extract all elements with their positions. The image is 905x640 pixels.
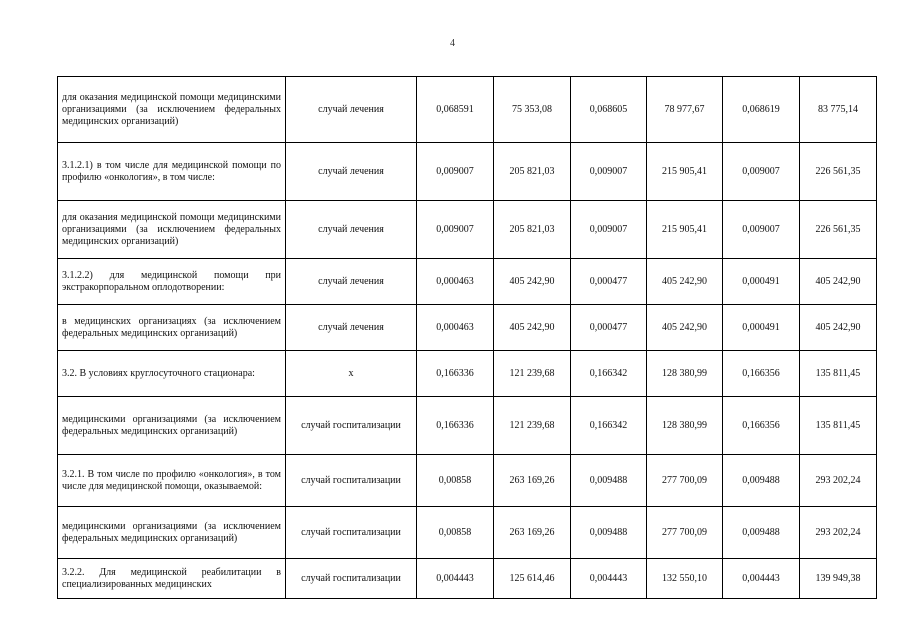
table-row bbox=[58, 455, 877, 507]
cost-2026-cell: 405 242,90 bbox=[647, 305, 723, 351]
unit-cell: случай госпитализации bbox=[286, 507, 417, 559]
volume-2026-cell: 0,009007 bbox=[571, 143, 647, 201]
volume-2027-cell: 0,166356 bbox=[723, 397, 800, 455]
row-name-cell: 3.2.2. Для медицинской реабилитации в специализированных медицинских bbox=[58, 559, 286, 599]
row-name-cell: для оказания медицинской помощи медицинскими организациями (за исключением федеральных медицинских организаций) bbox=[58, 201, 286, 259]
cost-2027-cell: 226 561,35 bbox=[800, 201, 877, 259]
volume-2025-cell: 0,166336 bbox=[417, 351, 494, 397]
cost-2027-cell: 135 811,45 bbox=[800, 397, 877, 455]
unit-cell: случай госпитализации bbox=[286, 559, 417, 599]
volume-2025-cell: 0,00858 bbox=[417, 455, 494, 507]
volume-2027-cell: 0,009488 bbox=[723, 507, 800, 559]
cost-2027-cell: 83 775,14 bbox=[800, 77, 877, 143]
unit-cell: случай лечения bbox=[286, 259, 417, 305]
volume-2026-cell: 0,000477 bbox=[571, 259, 647, 305]
volume-2026-cell: 0,009488 bbox=[571, 507, 647, 559]
cost-2027-cell: 293 202,24 bbox=[800, 507, 877, 559]
cost-2026-cell: 128 380,99 bbox=[647, 397, 723, 455]
volume-2027-cell: 0,068619 bbox=[723, 77, 800, 143]
volume-2025-cell: 0,000463 bbox=[417, 259, 494, 305]
volume-2027-cell: 0,009007 bbox=[723, 201, 800, 259]
row-name-cell: 3.2. В условиях круглосуточного стационара: bbox=[58, 351, 286, 397]
cost-2025-cell: 263 169,26 bbox=[494, 507, 571, 559]
volume-2025-cell: 0,004443 bbox=[417, 559, 494, 599]
row-name-cell: 3.1.2.1) в том числе для медицинской помощи по профилю «онкология», в том числе: bbox=[58, 143, 286, 201]
cost-2027-cell: 139 949,38 bbox=[800, 559, 877, 599]
unit-cell: х bbox=[286, 351, 417, 397]
financing-standards-table bbox=[57, 76, 877, 599]
volume-2026-cell: 0,068605 bbox=[571, 77, 647, 143]
volume-2026-cell: 0,166342 bbox=[571, 351, 647, 397]
volume-2025-cell: 0,166336 bbox=[417, 397, 494, 455]
row-name-cell: 3.2.1. В том числе по профилю «онкология», в том числе для медицинской помощи, оказываемой: bbox=[58, 455, 286, 507]
table-row bbox=[58, 143, 877, 201]
cost-2026-cell: 132 550,10 bbox=[647, 559, 723, 599]
table-row bbox=[58, 201, 877, 259]
cost-2027-cell: 405 242,90 bbox=[800, 305, 877, 351]
row-name-cell: в медицинских организациях (за исключением федеральных медицинских организаций) bbox=[58, 305, 286, 351]
table-row bbox=[58, 507, 877, 559]
volume-2027-cell: 0,000491 bbox=[723, 259, 800, 305]
unit-cell: случай лечения bbox=[286, 77, 417, 143]
cost-2025-cell: 263 169,26 bbox=[494, 455, 571, 507]
volume-2027-cell: 0,009488 bbox=[723, 455, 800, 507]
cost-2026-cell: 277 700,09 bbox=[647, 455, 723, 507]
table-row bbox=[58, 559, 877, 599]
volume-2027-cell: 0,009007 bbox=[723, 143, 800, 201]
table-row bbox=[58, 351, 877, 397]
cost-2026-cell: 277 700,09 bbox=[647, 507, 723, 559]
volume-2025-cell: 0,00858 bbox=[417, 507, 494, 559]
unit-cell: случай госпитализации bbox=[286, 455, 417, 507]
volume-2025-cell: 0,000463 bbox=[417, 305, 494, 351]
cost-2025-cell: 121 239,68 bbox=[494, 351, 571, 397]
volume-2026-cell: 0,009488 bbox=[571, 455, 647, 507]
cost-2025-cell: 405 242,90 bbox=[494, 305, 571, 351]
volume-2025-cell: 0,009007 bbox=[417, 201, 494, 259]
cost-2025-cell: 125 614,46 bbox=[494, 559, 571, 599]
cost-2025-cell: 121 239,68 bbox=[494, 397, 571, 455]
cost-2026-cell: 215 905,41 bbox=[647, 201, 723, 259]
cost-2027-cell: 135 811,45 bbox=[800, 351, 877, 397]
cost-2025-cell: 75 353,08 bbox=[494, 77, 571, 143]
unit-cell: случай лечения bbox=[286, 143, 417, 201]
volume-2027-cell: 0,000491 bbox=[723, 305, 800, 351]
unit-cell: случай госпитализации bbox=[286, 397, 417, 455]
row-name-cell: для оказания медицинской помощи медицинскими организациями (за исключением федеральных медицинских организаций) bbox=[58, 77, 286, 143]
page-number: 4 bbox=[450, 38, 455, 49]
volume-2026-cell: 0,166342 bbox=[571, 397, 647, 455]
row-name-cell: медицинскими организациями (за исключением федеральных медицинских организаций) bbox=[58, 397, 286, 455]
volume-2025-cell: 0,009007 bbox=[417, 143, 494, 201]
cost-2027-cell: 293 202,24 bbox=[800, 455, 877, 507]
cost-2026-cell: 405 242,90 bbox=[647, 259, 723, 305]
table-row bbox=[58, 77, 877, 143]
cost-2026-cell: 78 977,67 bbox=[647, 77, 723, 143]
table-row bbox=[58, 259, 877, 305]
cost-2026-cell: 128 380,99 bbox=[647, 351, 723, 397]
cost-2025-cell: 405 242,90 bbox=[494, 259, 571, 305]
volume-2026-cell: 0,004443 bbox=[571, 559, 647, 599]
cost-2026-cell: 215 905,41 bbox=[647, 143, 723, 201]
cost-2027-cell: 226 561,35 bbox=[800, 143, 877, 201]
table-row bbox=[58, 305, 877, 351]
volume-2026-cell: 0,000477 bbox=[571, 305, 647, 351]
cost-2025-cell: 205 821,03 bbox=[494, 143, 571, 201]
row-name-cell: медицинскими организациями (за исключением федеральных медицинских организаций) bbox=[58, 507, 286, 559]
volume-2026-cell: 0,009007 bbox=[571, 201, 647, 259]
volume-2027-cell: 0,004443 bbox=[723, 559, 800, 599]
cost-2027-cell: 405 242,90 bbox=[800, 259, 877, 305]
volume-2027-cell: 0,166356 bbox=[723, 351, 800, 397]
table-row bbox=[58, 397, 877, 455]
cost-2025-cell: 205 821,03 bbox=[494, 201, 571, 259]
unit-cell: случай лечения bbox=[286, 201, 417, 259]
row-name-cell: 3.1.2.2) для медицинской помощи при экстракорпоральном оплодотворении: bbox=[58, 259, 286, 305]
volume-2025-cell: 0,068591 bbox=[417, 77, 494, 143]
unit-cell: случай лечения bbox=[286, 305, 417, 351]
